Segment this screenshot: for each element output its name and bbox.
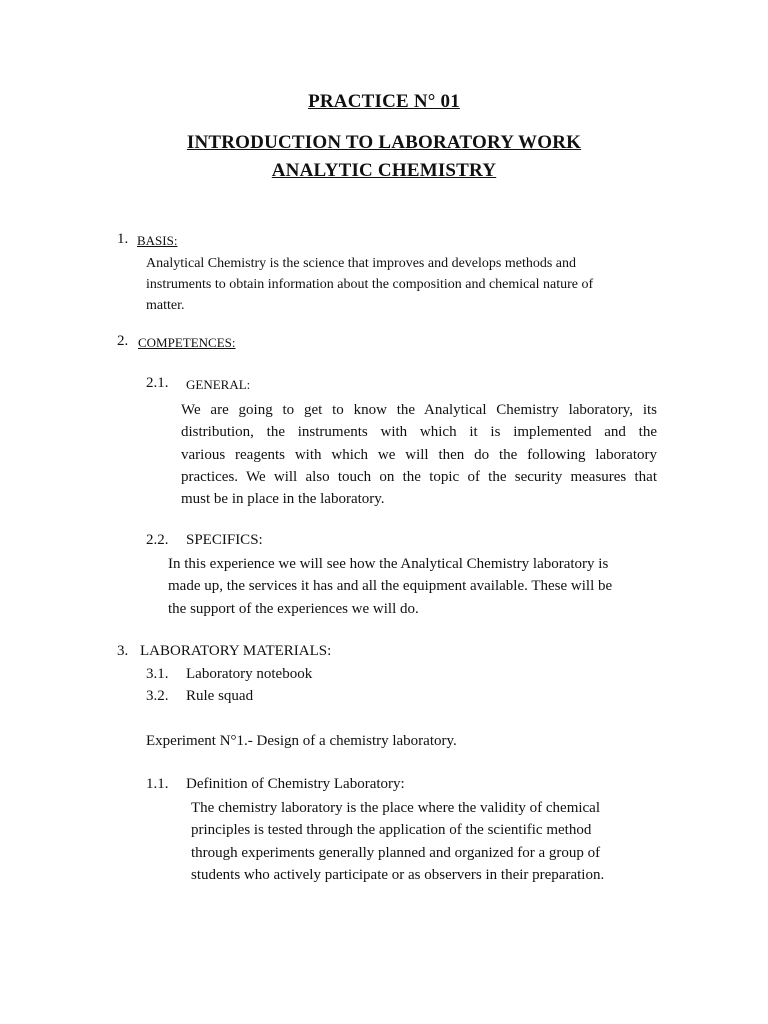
material-item-rule-squad: Rule squad <box>186 688 254 704</box>
basis-heading: BASIS: <box>137 233 178 248</box>
material-item-number: 3.1. <box>146 666 169 682</box>
basis-line: matter. <box>146 298 185 313</box>
practice-title: PRACTICE N° 01 <box>308 91 460 112</box>
intro-title: INTRODUCTION TO LABORATORY WORK <box>186 132 582 153</box>
definition-paragraph <box>191 797 651 886</box>
subject-title: ANALYTIC CHEMISTRY <box>271 160 497 181</box>
experiment-title: Experiment N°1.- Design of a chemistry laboratory. <box>146 733 457 749</box>
basis-paragraph <box>146 253 616 316</box>
basis-line: instruments to obtain information about the composition and chemical nature of <box>146 277 594 292</box>
specifics-line: the support of the experiences we will do. <box>168 600 419 617</box>
specifics-heading: SPECIFICS: <box>186 532 263 548</box>
definition-line: through experiments generally planned and organized for a group of <box>191 844 601 861</box>
general-line: practices. We will also touch on the topic of the security measures that <box>181 468 657 485</box>
definition-heading: Definition of Chemistry Laboratory: <box>186 776 405 792</box>
competences-heading: COMPETENCES: <box>138 335 236 350</box>
specifics-number: 2.2. <box>146 532 169 548</box>
general-line: distribution, the instruments with which it is implemented and the <box>181 424 657 441</box>
materials-number: 3. <box>117 643 129 659</box>
general-line: must be in place in the laboratory. <box>181 491 385 508</box>
general-heading: GENERAL: <box>186 377 251 392</box>
materials-heading: LABORATORY MATERIALS: <box>140 643 332 659</box>
specifics-line: In this experience we will see how the Analytical Chemistry laboratory is <box>168 556 609 572</box>
general-line: We are going to get to know the Analytical Chemistry laboratory, its <box>181 402 657 418</box>
material-item-number: 3.2. <box>146 688 169 704</box>
definition-line: The chemistry laboratory is the place where the validity of chemical <box>191 800 601 816</box>
definition-number: 1.1. <box>146 776 169 792</box>
competences-number: 2. <box>117 333 129 349</box>
basis-number: 1. <box>117 231 129 247</box>
general-paragraph <box>181 399 657 510</box>
material-item-notebook: Laboratory notebook <box>186 666 313 682</box>
general-line: various reagents with which we will then do the following laboratory <box>181 446 657 463</box>
specifics-line: made up, the services it has and all the equipment available. These will be <box>168 578 613 595</box>
basis-line: Analytical Chemistry is the science that improves and develops methods and <box>146 256 577 271</box>
definition-line: principles is tested through the application of the scientific method <box>191 822 592 839</box>
specifics-paragraph <box>168 553 658 620</box>
definition-line: students who actively participate or as observers in their preparation. <box>191 866 605 883</box>
general-number: 2.1. <box>146 375 169 391</box>
